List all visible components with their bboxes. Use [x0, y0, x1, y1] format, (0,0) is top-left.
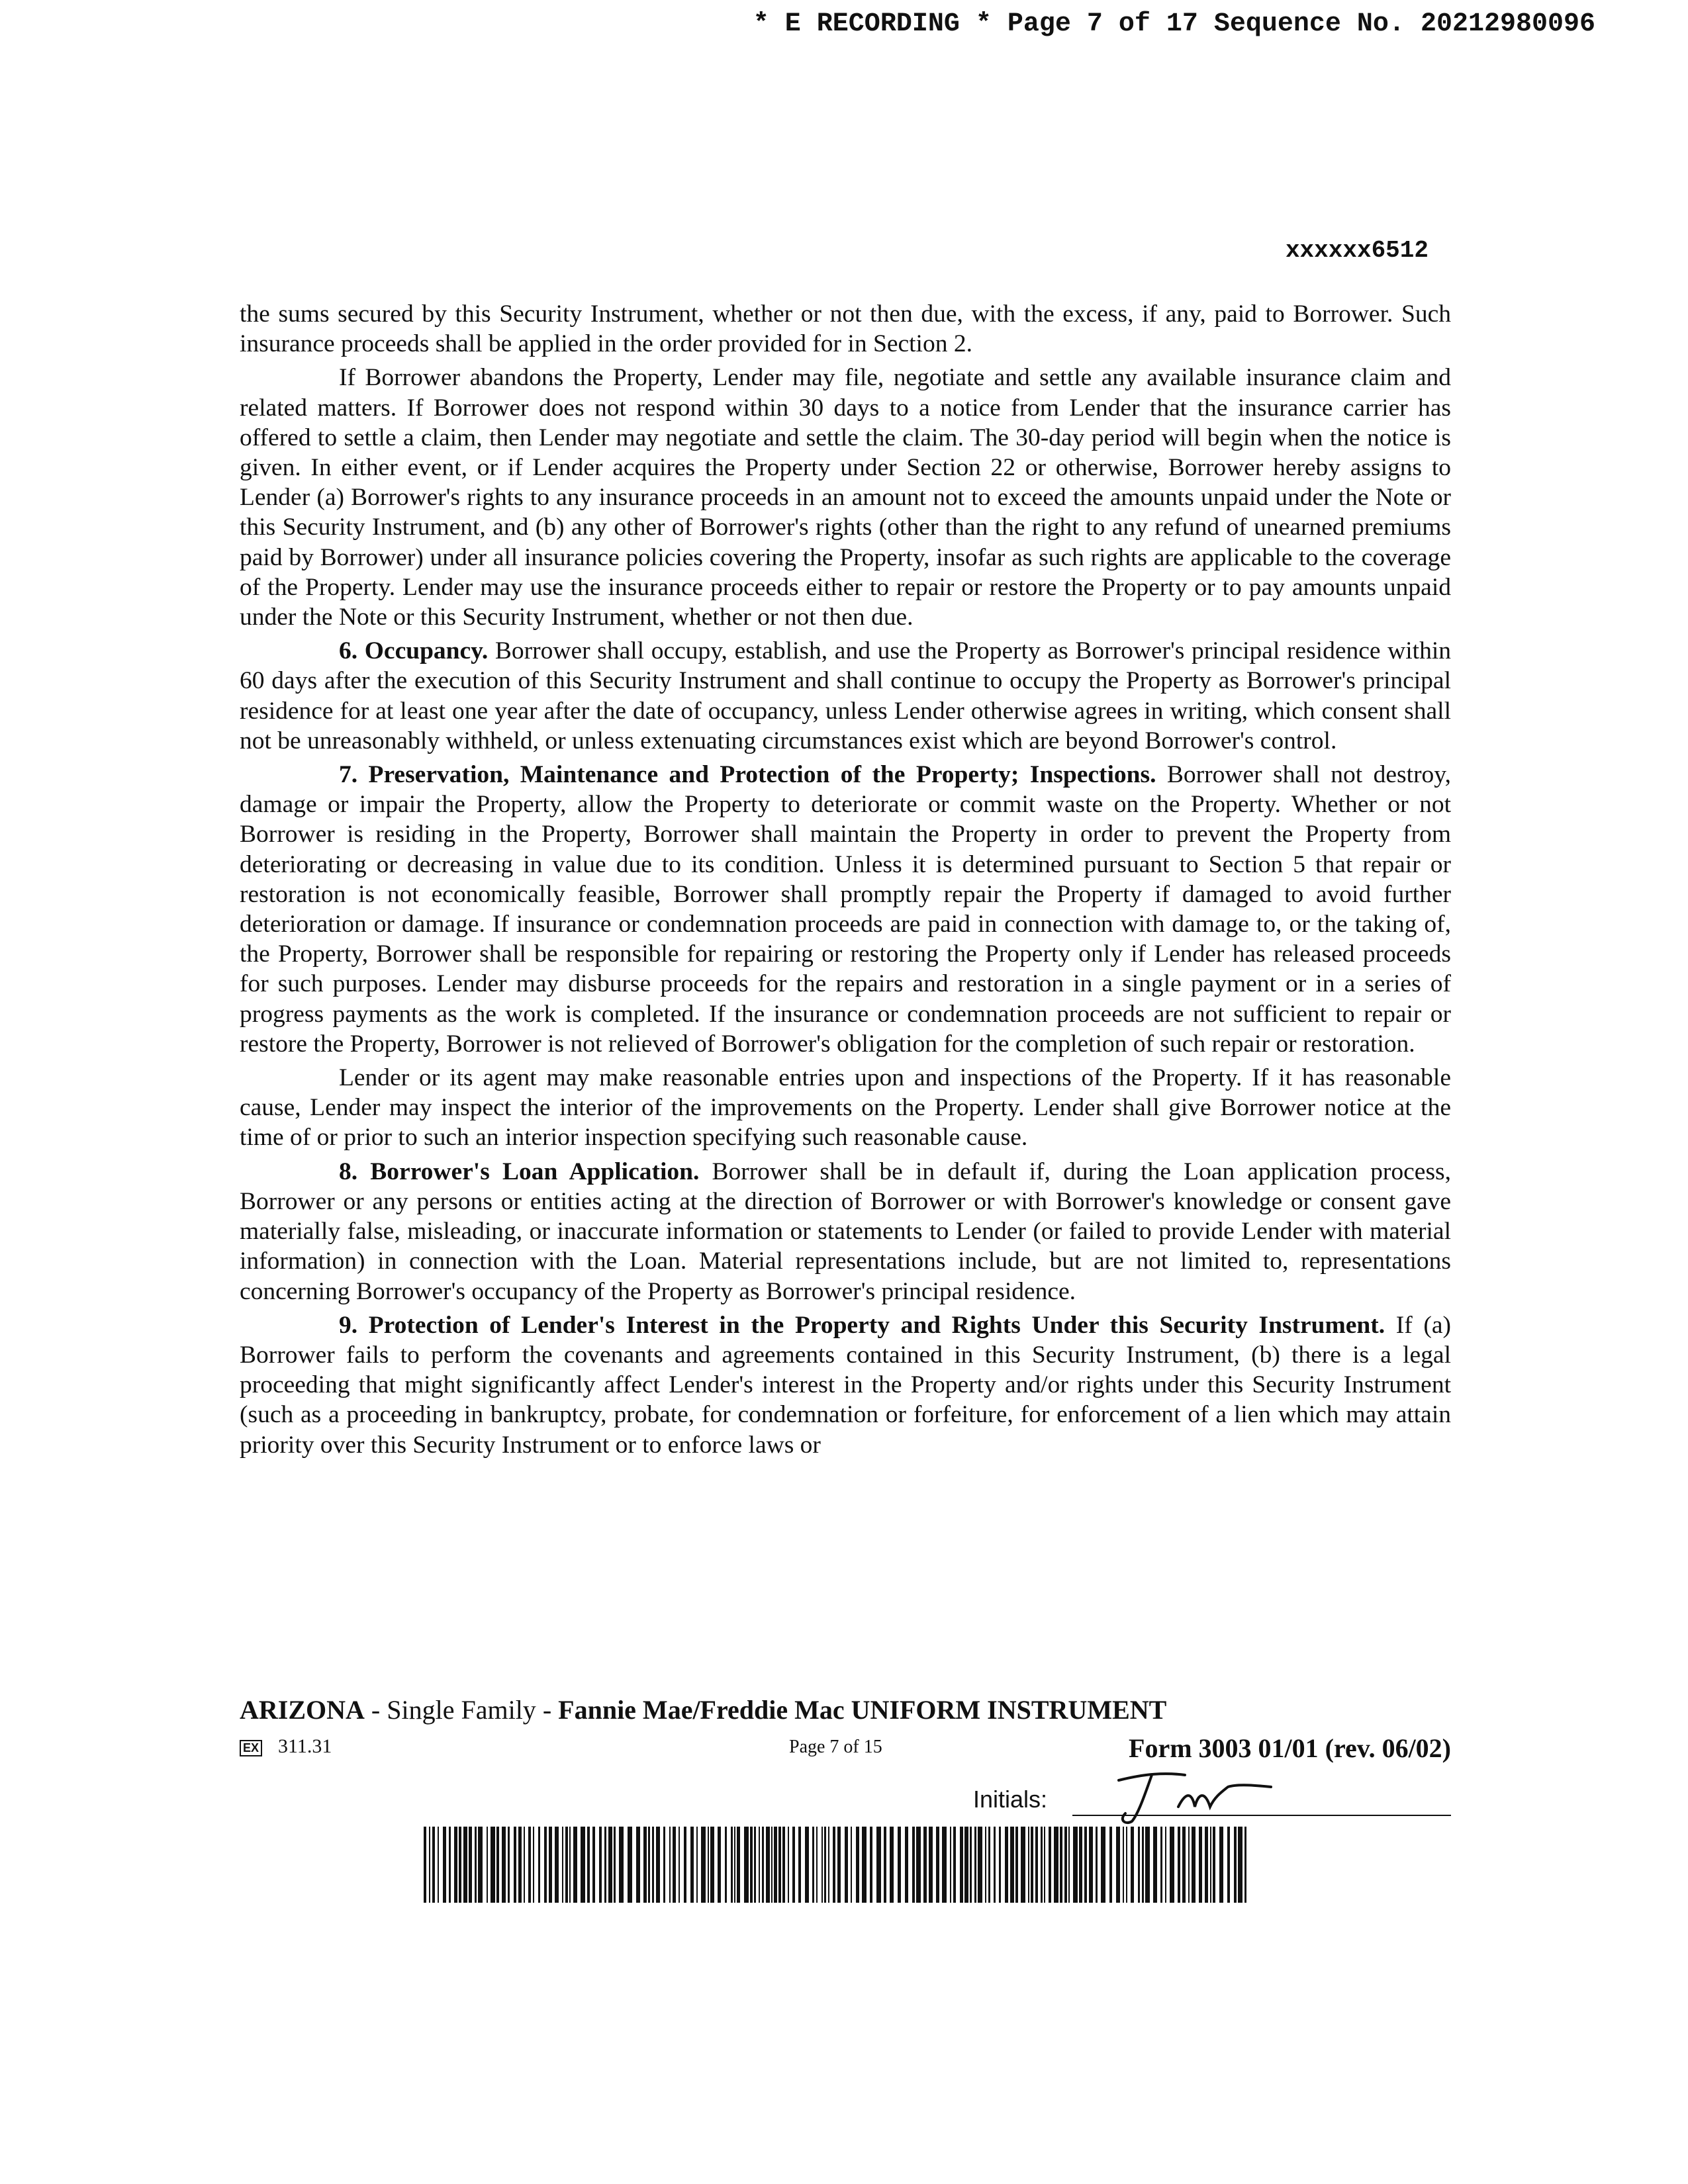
section-6-text: Borrower shall occupy, establish, and use the Property as Borrower's principal residence within 60 days after the execution of this Security Instrument and shall continue to occupy the Property as Borrower's principal residence for at least one year after the date of occupancy, unless Lender otherwise agrees in writing, which consent shall not be unreasonably withheld, or unless extenuating circumstances exist which are beyond Borrower's control. — [240, 637, 1452, 754]
paragraph-inspections — [240, 1063, 1451, 1153]
form-number: Form 3003 01/01 (rev. 06/02) — [1129, 1733, 1451, 1763]
initials-field — [973, 1780, 1451, 1827]
section-8-heading: 8. Borrower's Loan Application. — [339, 1158, 700, 1185]
vendor-code-text: 311.31 — [278, 1735, 332, 1757]
footer-instrument: Fannie Mae/Freddie Mac UNIFORM INSTRUMENT — [558, 1695, 1167, 1725]
section-7-heading: 7. Preservation, Maintenance and Protection of the Property; Inspections. — [339, 761, 1156, 789]
paragraph-1-text: the sums secured by this Security Instrument, whether or not then due, with the excess, if any, paid to Borrower. Such insurance proceeds shall be applied in the order provided for in Section 2. — [240, 300, 1451, 358]
footer-state: ARIZONA — [240, 1695, 365, 1725]
loan-number: xxxxxx6512 — [1285, 237, 1429, 264]
paragraph-1 — [240, 299, 1451, 359]
recording-stamp: * E RECORDING * Page 7 of 17 Sequence No. 20212980096 — [753, 9, 1595, 39]
barcode-icon — [424, 1827, 1251, 1903]
section-8-loan-application — [240, 1157, 1451, 1306]
vendor-logo-icon: EX — [240, 1740, 262, 1756]
section-7-preservation — [240, 760, 1451, 1059]
page-number: Page 7 of 15 — [789, 1737, 882, 1757]
initials-signature-icon — [1105, 1760, 1278, 1827]
paragraph-2 — [240, 363, 1451, 632]
footer-instrument-title — [240, 1694, 1166, 1725]
section-8-text: Borrower shall be in default if, during the Loan application process, Borrower or any persons or entities acting at the direction of Borrower or with Borrower's knowledge or consent gave materially false, misleading, or inaccurate information or statements to Lender (or failed to provide Lender with material information) in connection with the Loan. Material representations include, but are not limited to, representations concerning Borrower's occupancy of the Property as Borrower's principal residence. — [240, 1158, 1452, 1305]
footer-sep-2: - — [536, 1695, 559, 1725]
paragraph-2-text: If Borrower abandons the Property, Lender may file, negotiate and settle any available insurance claim and related matters. If Borrower does not respond within 30 days to a notice from Lender that the insurance carrier has offered to settle a claim, then Lender may negotiate and settle the claim. The 30-day period will begin when the notice is given. In either event, or if Lender acquires the Property under Section 22 or otherwise, Borrower hereby assigns to Lender (a) Borrower's rights to any insurance proceeds in an amount not to exceed the amounts unpaid under the Note or this Security Instrument, and (b) any other of Borrower's rights (other than the right to any refund of unearned premiums paid by Borrower) under all insurance policies covering the Property, insofar as such rights are applicable to the coverage of the Property. Lender may use the insurance proceeds either to repair or restore the Property or to pay amounts unpaid under the Note or this Security Instrument, whether or not then due. — [240, 364, 1451, 631]
section-6-heading: 6. Occupancy. — [339, 637, 489, 665]
document-body — [240, 299, 1451, 1464]
section-9-heading: 9. Protection of Lender's Interest in the Property and Rights Under this Security Instrument. — [339, 1311, 1385, 1339]
section-9-text: If (a) Borrower fails to perform the covenants and agreements contained in this Security Instrument, (b) there is a legal proceeding that might significantly affect Lender's interest in the Property and/or rights under this Security Instrument (such as a proceeding in bankruptcy, probate, for condemnation or forfeiture, for enforcement of a lien which may attain priority over this Security Instrument or to enforce laws or — [240, 1311, 1451, 1459]
section-7-text: Borrower shall not destroy, damage or impair the Property, allow the Property to deteriorate or commit waste on the Property. Whether or not Borrower is residing in the Property, Borrower shall maintain the Property in order to prevent the Property from deteriorating or decreasing in value due to its condition. Unless it is determined pursuant to Section 5 that repair or restoration is not economically feasible, Borrower shall promptly repair the Property if damaged to avoid further deterioration or damage. If insurance or condemnation proceeds are paid in connection with damage to, or the taking of, the Property, Borrower shall be responsible for repairing or restoring the Property only if Lender has released proceeds for such purposes. Lender may disburse proceeds for the repairs and restoration in a single payment or in a series of progress payments as the work is completed. If the insurance or condemnation proceeds are not sufficient to repair or restore the Property, Borrower is not relieved of Borrower's obligation for the completion of such repair or restoration. — [240, 761, 1451, 1058]
footer-family: Single Family — [387, 1695, 536, 1725]
footer-sep-1: - — [364, 1695, 387, 1725]
section-9-protection — [240, 1310, 1451, 1460]
vendor-code — [240, 1735, 332, 1758]
paragraph-inspections-text: Lender or its agent may make reasonable entries upon and inspections of the Property. If it has reasonable cause, Lender may inspect the interior of the improvements on the Property. Lender shall give Borrower notice at the time of or prior to such an interior inspection specifying such reasonable cause. — [240, 1064, 1451, 1152]
initials-label: Initials: — [973, 1786, 1048, 1813]
section-6-occupancy — [240, 636, 1451, 756]
